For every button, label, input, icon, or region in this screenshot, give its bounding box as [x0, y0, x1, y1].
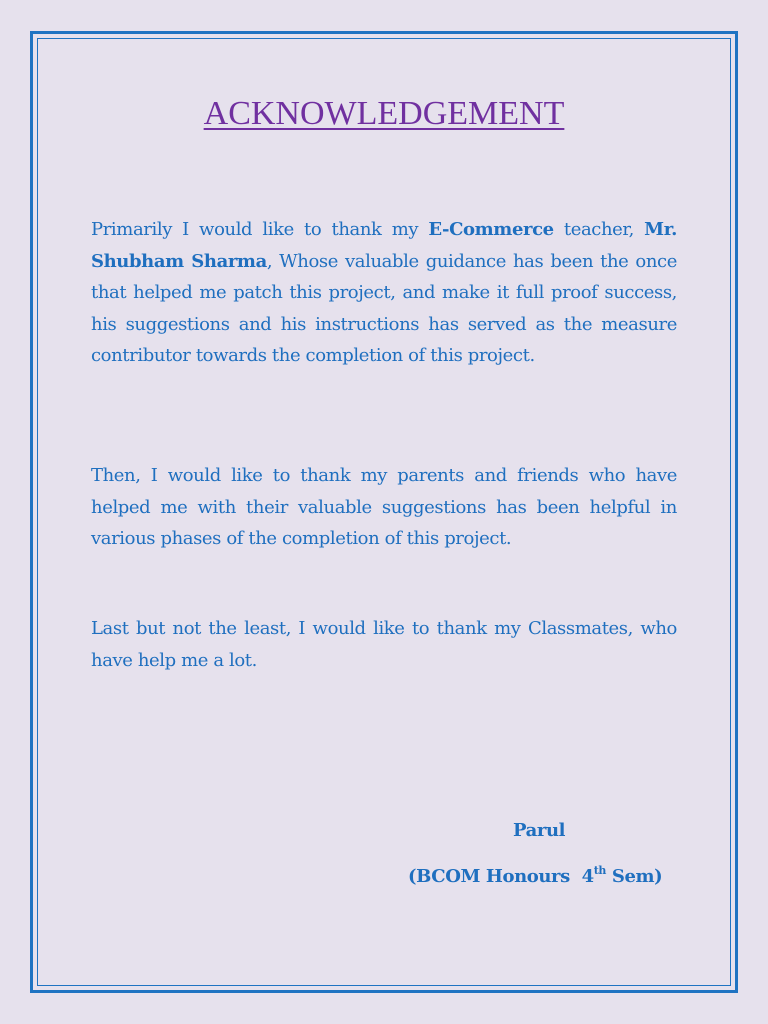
class-superscript: th [593, 864, 607, 877]
p1-text-3: , Whose valuable guidance has been the once that helped me patch this project, and make it full proof success, his suggestions and his instructions has served as the measure contributor towards the completion of this project. [91, 250, 677, 366]
subject-name: E-Commerce [428, 219, 554, 240]
signature-name: Parul [513, 820, 566, 841]
class-suffix: Sem) [606, 866, 663, 887]
paragraph-teacher-thanks [91, 214, 677, 372]
teacher-name: Mr. Shubham Sharma [91, 219, 677, 272]
page-title [0, 92, 768, 136]
class-prefix: (BCOM Honours 4 [408, 866, 594, 887]
title-text: ACKNOWLEDGEMENT [203, 95, 565, 132]
paragraph-parents-thanks: Then, I would like to thank my parents and friends who have helped me with their valuable suggestions has been helpful in various phases of the completion of this project. [91, 465, 677, 549]
p1-text-2: teacher, [553, 219, 645, 240]
signature-class [408, 866, 662, 887]
paragraph-classmates-thanks: Last but not the least, I would like to thank my Classmates, who have help me a lot. [91, 618, 677, 671]
p1-text-1: Primarily I would like to thank my [91, 219, 429, 240]
